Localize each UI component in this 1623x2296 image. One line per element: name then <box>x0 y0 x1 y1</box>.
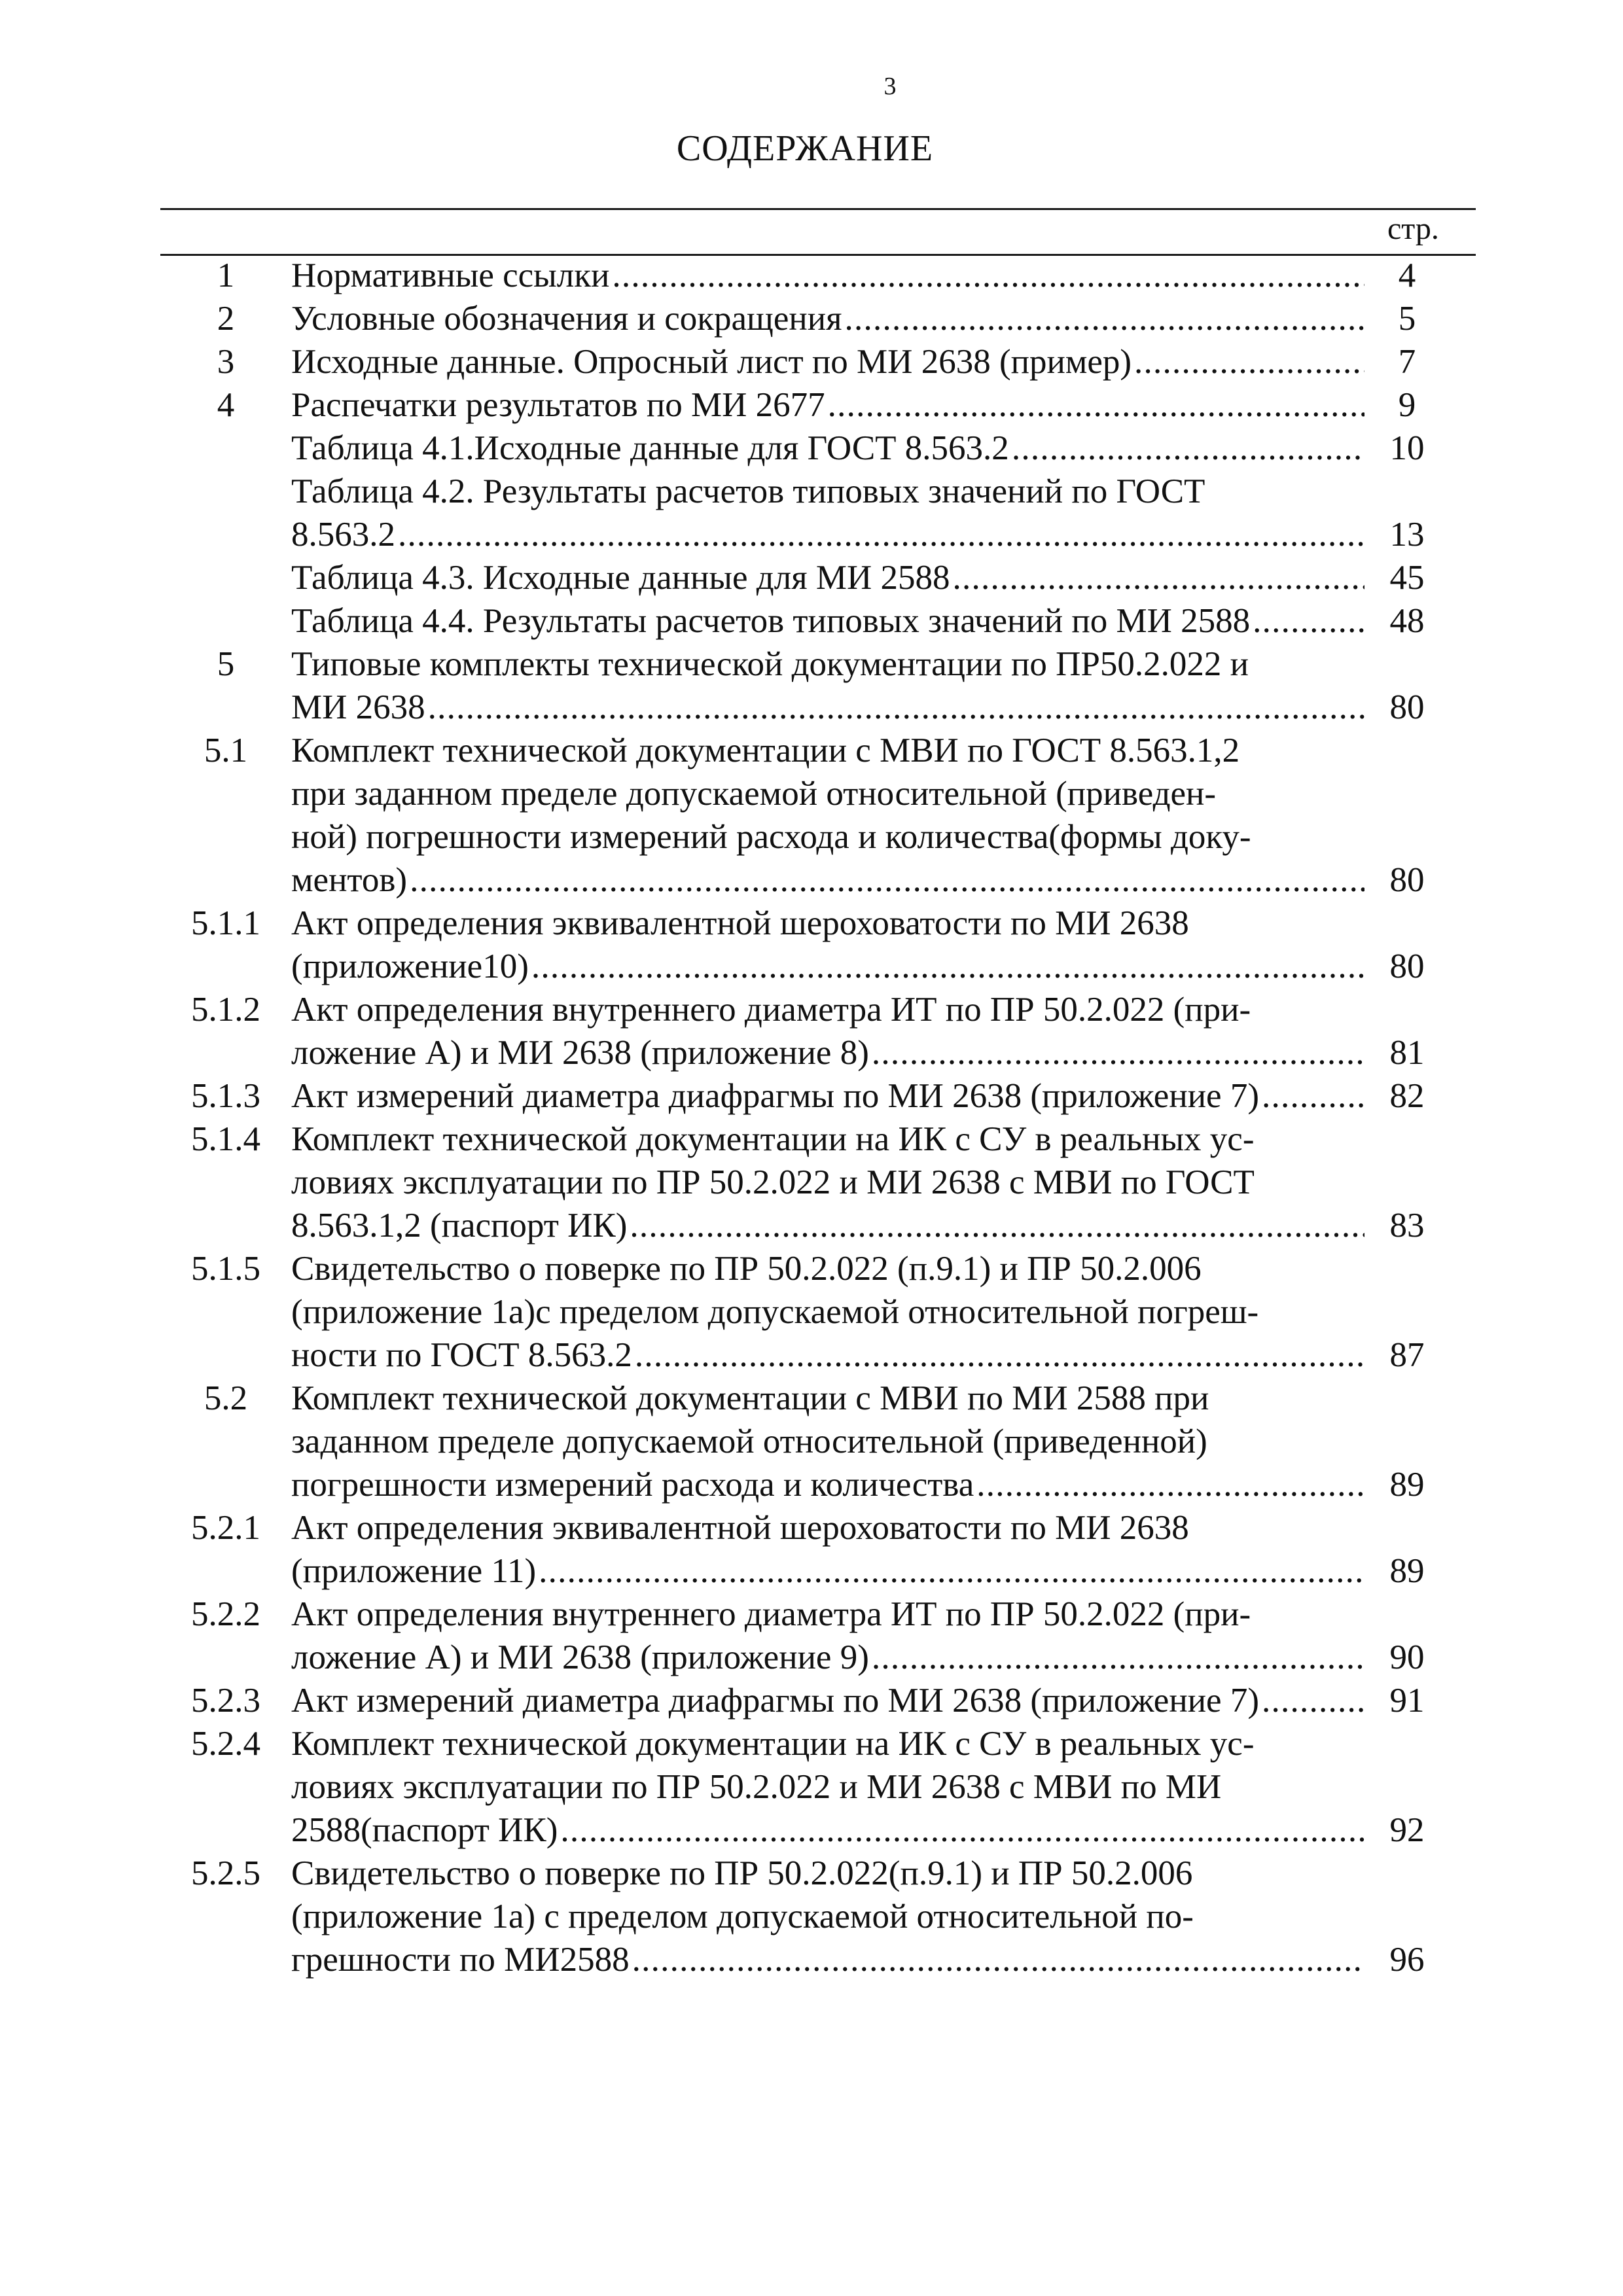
toc-entry-title <box>291 1506 1364 1593</box>
toc-entry-title-line: ментов) . . . <box>291 858 1364 902</box>
toc-entry-title-line: заданном пределе допускаемой относительной (приведенной) <box>291 1422 1207 1460</box>
toc-entry <box>160 1506 1476 1593</box>
toc-entry-title-line: ложение А) и МИ 2638 (приложение 9) . . . <box>291 1636 1364 1679</box>
toc-entry-title <box>291 254 1364 297</box>
toc-entry-page: 96 <box>1389 1941 1425 1979</box>
toc-entry-page: 45 <box>1389 559 1425 597</box>
toc-entry-title-line: грешности по МИ2588 . . . <box>291 1938 1364 1981</box>
toc-entry-number: 5.1.2 <box>191 991 260 1029</box>
toc-entry <box>160 599 1476 643</box>
toc-entry <box>160 556 1476 599</box>
toc-entry-number: 5.2.2 <box>191 1595 260 1633</box>
toc-entry-title <box>291 383 1364 427</box>
page-number: 3 <box>883 73 897 100</box>
toc-entry-title-line: Акт измерений диаметра диафрагмы по МИ 2638 (приложение 7) . . . <box>291 1679 1364 1722</box>
toc-entry-number: 5 <box>217 645 235 683</box>
toc-entry-title-line: Комплект технической документации с МВИ по МИ 2588 при <box>291 1379 1209 1417</box>
toc-entry-page: 83 <box>1389 1207 1425 1245</box>
toc-entry-page: 89 <box>1389 1466 1425 1504</box>
toc-entry-title-line: Таблица 4.4. Результаты расчетов типовых значений по МИ 2588 . . . <box>291 599 1364 643</box>
toc-entry-page: 80 <box>1389 947 1425 985</box>
toc-entry-page: 80 <box>1389 688 1425 726</box>
toc-entry <box>160 254 1476 297</box>
toc-entry-title-line: (приложение 11) . . . <box>291 1549 1364 1593</box>
toc-entry-title-line: 2588(паспорт ИК) . . . <box>291 1809 1364 1852</box>
toc-entry-page: 92 <box>1389 1811 1425 1849</box>
toc-entry-title-line: (приложение 1а)с пределом допускаемой относительной погреш- <box>291 1293 1259 1331</box>
toc-entry-title <box>291 1118 1364 1247</box>
toc-entry-title-line: Комплект технической документации с МВИ по ГОСТ 8.563.1,2 <box>291 732 1240 769</box>
toc-entry-number: 5.1.3 <box>191 1077 260 1115</box>
toc-entry-title <box>291 556 1364 599</box>
toc-entry-title <box>291 1377 1364 1506</box>
toc-entry-number: 5.2.5 <box>191 1854 260 1892</box>
toc-entry-number: 5.2.1 <box>191 1509 260 1547</box>
toc-entry-title-line: Условные обозначения и сокращения . . . <box>291 297 1364 340</box>
toc-entry-title <box>291 1722 1364 1852</box>
toc-entry-title-line: Нормативные ссылки . . . <box>291 254 1364 297</box>
toc-entry-title-line: ловиях эксплуатации по ПР 50.2.022 и МИ 2638 с МВИ по МИ <box>291 1768 1222 1806</box>
toc-entry-page: 80 <box>1389 861 1425 899</box>
toc-entry-title-line: Акт определения внутреннего диаметра ИТ по ПР 50.2.022 (при- <box>291 991 1251 1029</box>
toc-entry <box>160 1852 1476 1981</box>
toc-entry <box>160 1593 1476 1679</box>
toc-entry-title <box>291 1852 1364 1981</box>
toc-entry-title-line: Акт определения эквивалентной шероховатости по МИ 2638 <box>291 904 1189 942</box>
toc-entry <box>160 988 1476 1074</box>
toc-entry-title <box>291 902 1364 988</box>
toc-entry <box>160 297 1476 340</box>
toc-entry-number: 3 <box>217 343 235 381</box>
toc-entry-title-line: при заданном пределе допускаемой относительной (приведен- <box>291 775 1217 813</box>
toc-entry-title-line: Типовые комплекты технической документации по ПР50.2.022 и <box>291 645 1249 683</box>
toc-entry-page: 4 <box>1398 256 1416 294</box>
toc-entry <box>160 729 1476 902</box>
toc-entry <box>160 383 1476 427</box>
toc-entry <box>160 1377 1476 1506</box>
toc-entry-number: 4 <box>217 386 235 424</box>
toc-entry-title-line: ной) погрешности измерений расхода и количества(формы доку- <box>291 818 1251 856</box>
toc-entry-title-line: ложение А) и МИ 2638 (приложение 8) . . . <box>291 1031 1364 1074</box>
toc-entry-title-line: ловиях эксплуатации по ПР 50.2.022 и МИ 2638 с МВИ по ГОСТ <box>291 1163 1255 1201</box>
toc-entry-title-line: (приложение10) . . . <box>291 945 1364 988</box>
toc-entry-title-line: Исходные данные. Опросный лист по МИ 2638 (пример) . . . <box>291 340 1364 383</box>
toc-entry <box>160 427 1476 470</box>
toc-entry-title <box>291 340 1364 383</box>
toc-entry-title-line: Таблица 4.2. Результаты расчетов типовых значений по ГОСТ <box>291 472 1205 510</box>
toc-entry-page: 9 <box>1398 386 1416 424</box>
header-rule-top <box>160 208 1476 210</box>
toc-entry-number: 5.2.3 <box>191 1682 260 1720</box>
toc-entry-title-line: Акт измерений диаметра диафрагмы по МИ 2638 (приложение 7) . . . <box>291 1074 1364 1118</box>
toc-entry-title-line: 8.563.2 . . . <box>291 513 1364 556</box>
toc-entry-number: 5.1.4 <box>191 1120 260 1158</box>
toc-entry-title-line: Свидетельство о поверке по ПР 50.2.022 (п.9.1) и ПР 50.2.006 <box>291 1250 1202 1288</box>
toc-entry-title-line: погрешности измерений расхода и количества . . . <box>291 1463 1364 1506</box>
toc-entry <box>160 902 1476 988</box>
toc-entry-page: 81 <box>1389 1034 1425 1072</box>
toc-entry-number: 5.1 <box>204 732 248 769</box>
toc-entry-title <box>291 643 1364 729</box>
toc-entry-number: 5.1.1 <box>191 904 260 942</box>
toc-entry-title <box>291 427 1364 470</box>
toc-entry-title <box>291 1593 1364 1679</box>
toc-entry-title-line: Комплект технической документации на ИК с СУ в реальных ус- <box>291 1120 1255 1158</box>
toc-entry-title <box>291 988 1364 1074</box>
toc-entry-page: 91 <box>1389 1682 1425 1720</box>
toc-entry-page: 13 <box>1389 516 1425 554</box>
toc-entry-title-line: ности по ГОСТ 8.563.2 . . . <box>291 1333 1364 1377</box>
toc-entry-title <box>291 1247 1364 1377</box>
toc-entry-number: 2 <box>217 300 235 338</box>
toc-entry-title <box>291 297 1364 340</box>
toc-entry-title <box>291 729 1364 902</box>
toc-entry <box>160 1074 1476 1118</box>
table-of-contents <box>160 254 1476 1981</box>
toc-entry <box>160 340 1476 383</box>
toc-entry-title-line: Свидетельство о поверке по ПР 50.2.022(п.9.1) и ПР 50.2.006 <box>291 1854 1193 1892</box>
toc-entry-title <box>291 1679 1364 1722</box>
toc-entry <box>160 1247 1476 1377</box>
toc-entry-number: 5.2.4 <box>191 1725 260 1763</box>
toc-entry-page: 87 <box>1389 1336 1425 1374</box>
toc-entry <box>160 643 1476 729</box>
toc-entry-title-line: (приложение 1а) с пределом допускаемой относительной по- <box>291 1898 1194 1935</box>
toc-entry <box>160 1722 1476 1852</box>
toc-entry-page: 82 <box>1389 1077 1425 1115</box>
toc-entry-title <box>291 1074 1364 1118</box>
page-column-header: стр. <box>1387 211 1439 246</box>
toc-entry-title-line: Распечатки результатов по МИ 2677 . . . <box>291 383 1364 427</box>
toc-entry <box>160 1679 1476 1722</box>
toc-entry-title-line: МИ 2638 . . . <box>291 686 1364 729</box>
toc-entry-title <box>291 599 1364 643</box>
toc-entry-page: 7 <box>1398 343 1416 381</box>
toc-entry-title-line: Акт определения эквивалентной шероховатости по МИ 2638 <box>291 1509 1189 1547</box>
toc-entry-page: 10 <box>1389 429 1425 467</box>
toc-entry-page: 5 <box>1398 300 1416 338</box>
toc-entry-title-line: 8.563.1,2 (паспорт ИК) . . . <box>291 1204 1364 1247</box>
toc-entry-title-line: Акт определения внутреннего диаметра ИТ по ПР 50.2.022 (при- <box>291 1595 1251 1633</box>
toc-entry-number: 5.2 <box>204 1379 248 1417</box>
toc-entry-title-line: Таблица 4.1.Исходные данные для ГОСТ 8.563.2 . . . <box>291 427 1364 470</box>
toc-entry-page: 90 <box>1389 1638 1425 1676</box>
toc-entry-page: 89 <box>1389 1552 1425 1590</box>
toc-entry-title <box>291 470 1364 556</box>
toc-entry <box>160 1118 1476 1247</box>
toc-entry-number: 1 <box>217 256 235 294</box>
page-title: СОДЕРЖАНИЕ <box>676 128 934 169</box>
toc-entry <box>160 470 1476 556</box>
toc-entry-page: 48 <box>1389 602 1425 640</box>
toc-entry-number: 5.1.5 <box>191 1250 260 1288</box>
toc-entry-title-line: Таблица 4.3. Исходные данные для МИ 2588 . . . <box>291 556 1364 599</box>
toc-entry-title-line: Комплект технической документации на ИК с СУ в реальных ус- <box>291 1725 1255 1763</box>
